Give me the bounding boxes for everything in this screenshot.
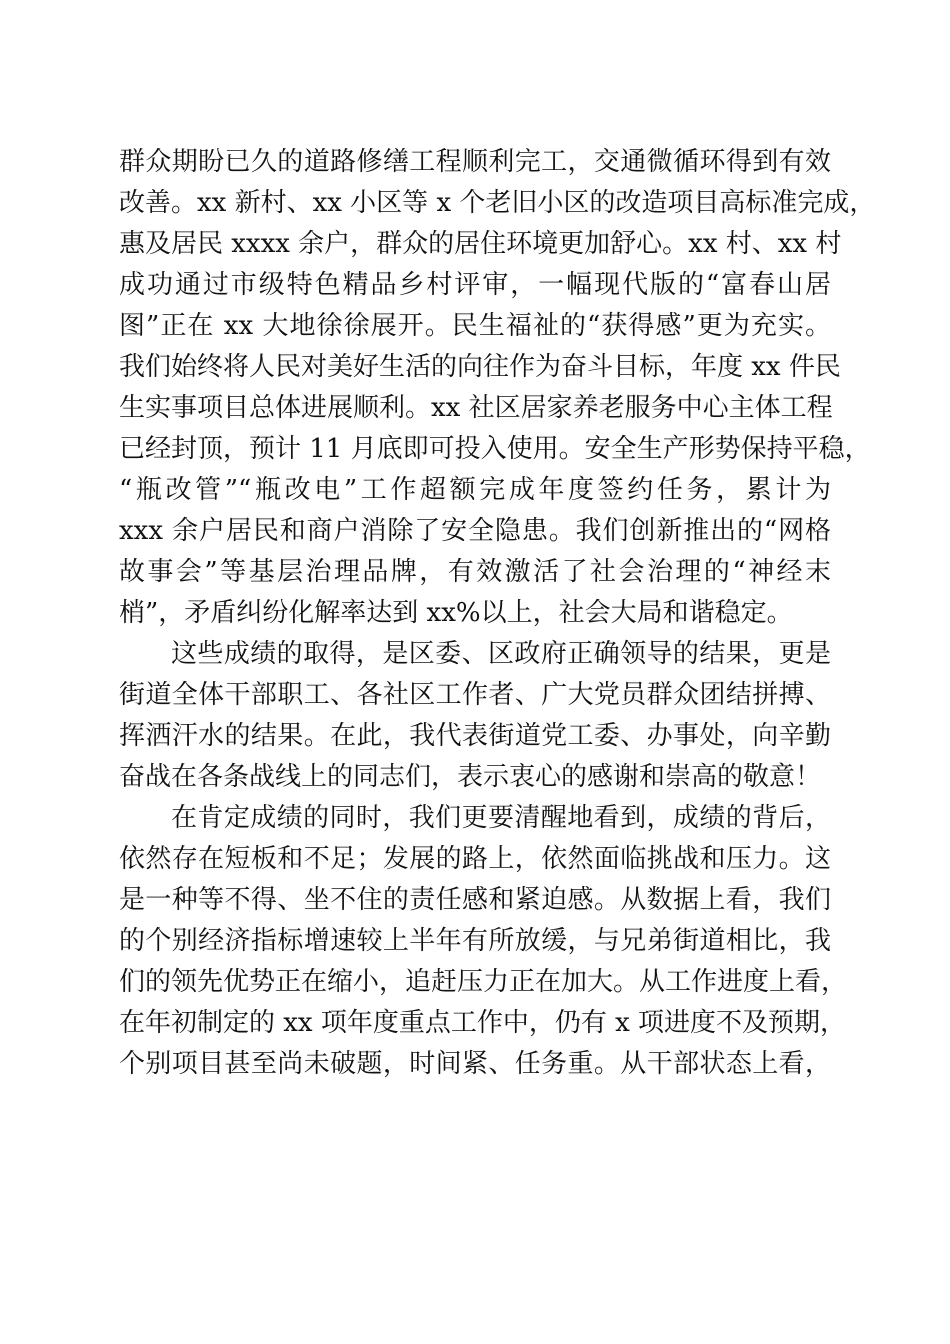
body-text	[119, 142, 876, 1085]
text-line: 改善。xx 新村、xx 小区等 x 个老旧小区的改造项目高标准完成，	[119, 188, 876, 218]
text-line: 成功通过市级特色精品乡村评审，一幅现代版的“富春山居	[119, 270, 831, 300]
text-line: 在年初制定的 xx 项年度重点工作中，仍有 x 项进度不及预期，	[119, 1008, 847, 1038]
text-line: 生实事项目总体进展顺利。xx 社区居家养老服务中心主体工程	[119, 393, 833, 423]
text-line: 个别项目甚至尚未破题，时间紧、任务重。从干部状态上看，	[119, 1049, 831, 1079]
text-line: 我们始终将人民对美好生活的向往作为奋斗目标，年度 xx 件民	[119, 352, 841, 382]
text-line: 图”正在 xx 大地徐徐展开。民生福祉的“获得感”更为充实。	[119, 311, 831, 341]
text-line: 故事会”等基层治理品牌，有效激活了社会治理的“神经末	[119, 557, 831, 587]
text-line: 在肯定成绩的同时，我们更要清醒地看到，成绩的背后，	[171, 803, 831, 833]
text-line: 梢”，矛盾纠纷化解率达到 xx%以上，社会大局和谐稳定。	[119, 598, 793, 628]
text-line: 已经封顶，预计 11 月底即可投入使用。安全生产形势保持平稳，	[119, 434, 871, 464]
text-line: 惠及居民 xxxx 余户，群众的居住环境更加舒心。xx 村、xx 村	[119, 229, 842, 259]
text-line: xxx 余户居民和商户消除了安全隐患。我们创新推出的“网格	[119, 516, 831, 546]
text-line: 奋战在各条战线上的同志们，表示衷心的感谢和崇高的敬意！	[119, 762, 822, 792]
text-line: 群众期盼已久的道路修缮工程顺利完工，交通微循环得到有效	[119, 147, 831, 177]
text-line: 挥洒汗水的结果。在此，我代表街道党工委、办事处，向辛勤	[119, 721, 831, 751]
text-line: 这些成绩的取得，是区委、区政府正确领导的结果，更是	[171, 639, 831, 669]
text-line: 依然存在短板和不足；发展的路上，依然面临挑战和压力。这	[119, 844, 831, 874]
text-line: 的个别经济指标增速较上半年有所放缓，与兄弟街道相比，我	[119, 926, 831, 956]
text-line: 们的领先优势正在缩小，追赶压力正在加大。从工作进度上看，	[119, 967, 848, 997]
text-line: 街道全体干部职工、各社区工作者、广大党员群众团结拼搏、	[119, 680, 831, 710]
text-line: 是一种等不得、坐不住的责任感和紧迫感。从数据上看，我们	[119, 885, 831, 915]
text-line: “瓶改管”“瓶改电”工作超额完成年度签约任务，累计为	[119, 475, 831, 505]
